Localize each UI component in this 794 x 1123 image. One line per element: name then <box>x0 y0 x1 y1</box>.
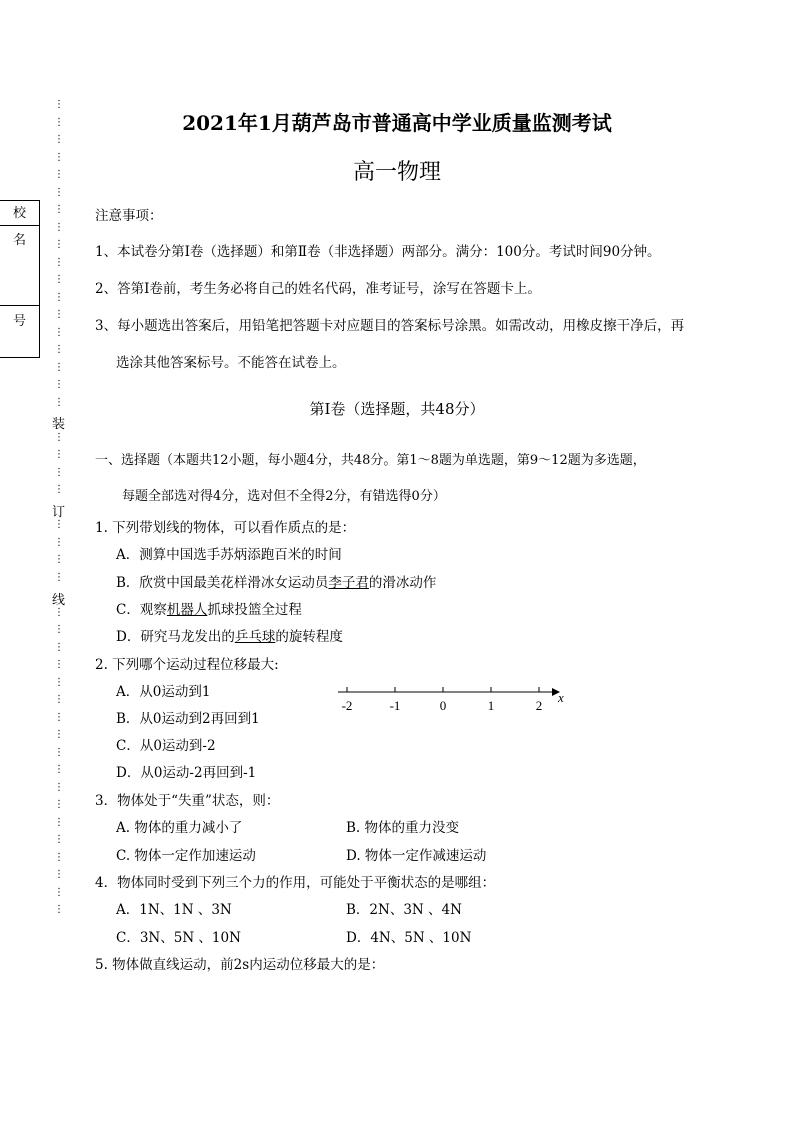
name-box <box>0 226 40 306</box>
note-item-3: 3、每小题选出答案后，用铅笔把答题卡对应题目的答案标号涂黑。如需改动，用橡皮擦干净后，再 <box>95 318 685 334</box>
q4-option-b: B．2N、3N 、4N <box>346 902 462 918</box>
binding-dots: ⋮ <box>54 641 64 653</box>
binding-dots: ⋮ <box>54 571 64 583</box>
binding-dots: ⋮ <box>54 116 64 128</box>
binding-dots: ⋮ <box>54 169 64 180</box>
section-instruction-2: 每题全部选对得4分，选对但不全得2分，有错选得0分） <box>122 489 446 504</box>
q3-option-b: B. 物体的重力没变 <box>346 820 460 836</box>
q3-option-a: A. 物体的重力减小了 <box>116 820 243 836</box>
q1-option-b-underlined: 李子君 <box>328 575 369 591</box>
binding-dots: ⋮ <box>54 519 64 530</box>
binding-dots: ⋮ <box>54 99 64 110</box>
binding-dots: ⋮ <box>54 396 64 408</box>
binding-dots: ⋮ <box>54 239 64 250</box>
binding-dots: ⋮ <box>54 361 64 373</box>
number-line-tick-label: 0 <box>439 698 447 713</box>
q1-option-d-post: 的旋转程度 <box>275 629 343 645</box>
binding-dots: ⋮ <box>54 134 64 145</box>
binding-dots: ⋮ <box>54 886 64 898</box>
school-box <box>0 200 40 226</box>
binding-dots: ⋮ <box>54 711 64 723</box>
q3-option-c: C. 物体一定作加速运动 <box>116 848 256 864</box>
binding-dots: ⋮ <box>54 256 64 268</box>
section-title: 第Ⅰ卷（选择题，共48分） <box>309 400 485 418</box>
binding-dots: ⋮ <box>54 659 64 670</box>
binding-dots: ⋮ <box>54 834 64 845</box>
q1-option-c <box>116 598 302 618</box>
section-instruction-1: 一、选择题（本题共12小题，每小题4分，共48分。第1～8题为单选题，第9～12题为多选题， <box>95 453 646 468</box>
q5-stem: 5. 物体做直线运动，前2s内运动位移最大的是： <box>95 957 385 973</box>
binding-dots: ⋮ <box>54 536 64 548</box>
notes-heading: 注意事项： <box>95 208 163 224</box>
q2-stem: 2. 下列哪个运动过程位移最大: <box>95 657 279 673</box>
number-line-axis-label: x <box>558 690 564 705</box>
name-label: 名 <box>12 233 26 248</box>
binding-dots: ⋮ <box>54 624 64 635</box>
binding-char-zhuang: 装 <box>52 417 66 432</box>
number-line-tick-label: -1 <box>389 698 401 713</box>
binding-dots: ⋮ <box>54 676 64 688</box>
number-box <box>0 306 40 358</box>
binding-dots: ⋮ <box>54 694 64 705</box>
q2-option-b: B．从0运动到2再回到1 <box>116 711 260 727</box>
binding-dots: ⋮ <box>54 274 64 285</box>
binding-dots: ⋮ <box>54 484 64 495</box>
q4-option-d: D．4N、5N 、10N <box>346 930 472 946</box>
binding-dots: ⋮ <box>54 851 64 863</box>
binding-dots: ⋮ <box>54 221 64 233</box>
binding-dots: ⋮ <box>54 449 64 460</box>
q1-option-c-post: 抓球投篮全过程 <box>207 602 302 618</box>
binding-dots: ⋮ <box>54 869 64 880</box>
q1-option-b <box>116 571 436 591</box>
binding-dots: ⋮ <box>54 606 64 618</box>
binding-dots: ⋮ <box>54 379 64 390</box>
q1-option-b-pre: B．欣赏中国最美花样滑冰女运动员 <box>116 575 329 591</box>
binding-char-xian: 线 <box>52 593 66 608</box>
binding-dots: ⋮ <box>54 466 64 478</box>
binding-dots: ⋮ <box>54 764 64 775</box>
binding-dots: ⋮ <box>54 186 64 198</box>
q1-option-b-post: 的滑冰动作 <box>368 575 437 591</box>
note-item-2: 2、答第Ⅰ卷前，考生务必将自己的姓名代码，准考证号，涂写在答题卡上。 <box>95 281 541 297</box>
exam-subject: 高一物理 <box>352 160 441 185</box>
binding-dots: ⋮ <box>54 816 64 828</box>
number-line-figure <box>330 680 570 720</box>
q2-option-d: D．从0运动-2再回到-1 <box>116 765 257 781</box>
note-item-3-cont: 选涂其他答案标号。不能答在试卷上。 <box>116 355 346 371</box>
binding-dots: ⋮ <box>54 291 64 303</box>
binding-dots: ⋮ <box>54 554 64 565</box>
binding-dots: ⋮ <box>54 781 64 793</box>
binding-dots: ⋮ <box>54 904 64 915</box>
q1-option-c-pre: C．观察 <box>116 602 167 618</box>
binding-dots: ⋮ <box>54 326 64 338</box>
binding-dots: ⋮ <box>54 729 64 740</box>
binding-dots: ⋮ <box>54 344 64 355</box>
q2-option-c: C．从0运动到-2 <box>116 738 216 754</box>
q2-option-a: A．从0运动到1 <box>116 684 211 700</box>
q1-option-d-underlined: 乒乓球 <box>234 629 276 645</box>
number-line-tick-label: -2 <box>341 698 353 713</box>
exam-title: 2021年1月葫芦岛市普通高中学业质量监测考试 <box>182 111 612 135</box>
q4-stem: 4．物体同时受到下列三个力的作用，可能处于平衡状态的是哪组： <box>95 875 496 891</box>
binding-dots: ⋮ <box>54 309 64 320</box>
note-item-1: 1、本试卷分第Ⅰ卷（选择题）和第Ⅱ卷（非选择题）两部分。满分：100分。考试时间90分钟。 <box>95 244 661 260</box>
binding-dots: ⋮ <box>54 746 64 758</box>
binding-dots: ⋮ <box>54 204 64 215</box>
q1-option-d <box>116 625 343 645</box>
number-line-tick-label: 1 <box>487 698 495 713</box>
q1-option-c-underlined: 机器人 <box>166 602 208 618</box>
q1-option-d-pre: D．研究马龙发出的 <box>116 629 235 645</box>
q4-option-a: A．1N、1N 、3N <box>116 902 232 918</box>
binding-dots: ⋮ <box>54 799 64 810</box>
binding-char-ding: 订 <box>52 505 66 520</box>
number-line-tick-label: 2 <box>535 698 543 713</box>
q3-stem: 3．物体处于“失重”状态，则： <box>95 793 280 809</box>
q1-stem: 1. 下列带划线的物体，可以看作质点的是： <box>95 520 356 536</box>
binding-dots: ⋮ <box>54 151 64 163</box>
q1-option-a: A．测算中国选手苏炳添跑百米的时间 <box>116 547 342 563</box>
q4-option-c: C．3N、5N 、10N <box>116 930 241 946</box>
number-label: 号 <box>12 314 26 329</box>
q3-option-d: D. 物体一定作减速运动 <box>346 848 487 864</box>
binding-dots: ⋮ <box>54 431 64 443</box>
school-label: 校 <box>12 206 26 221</box>
